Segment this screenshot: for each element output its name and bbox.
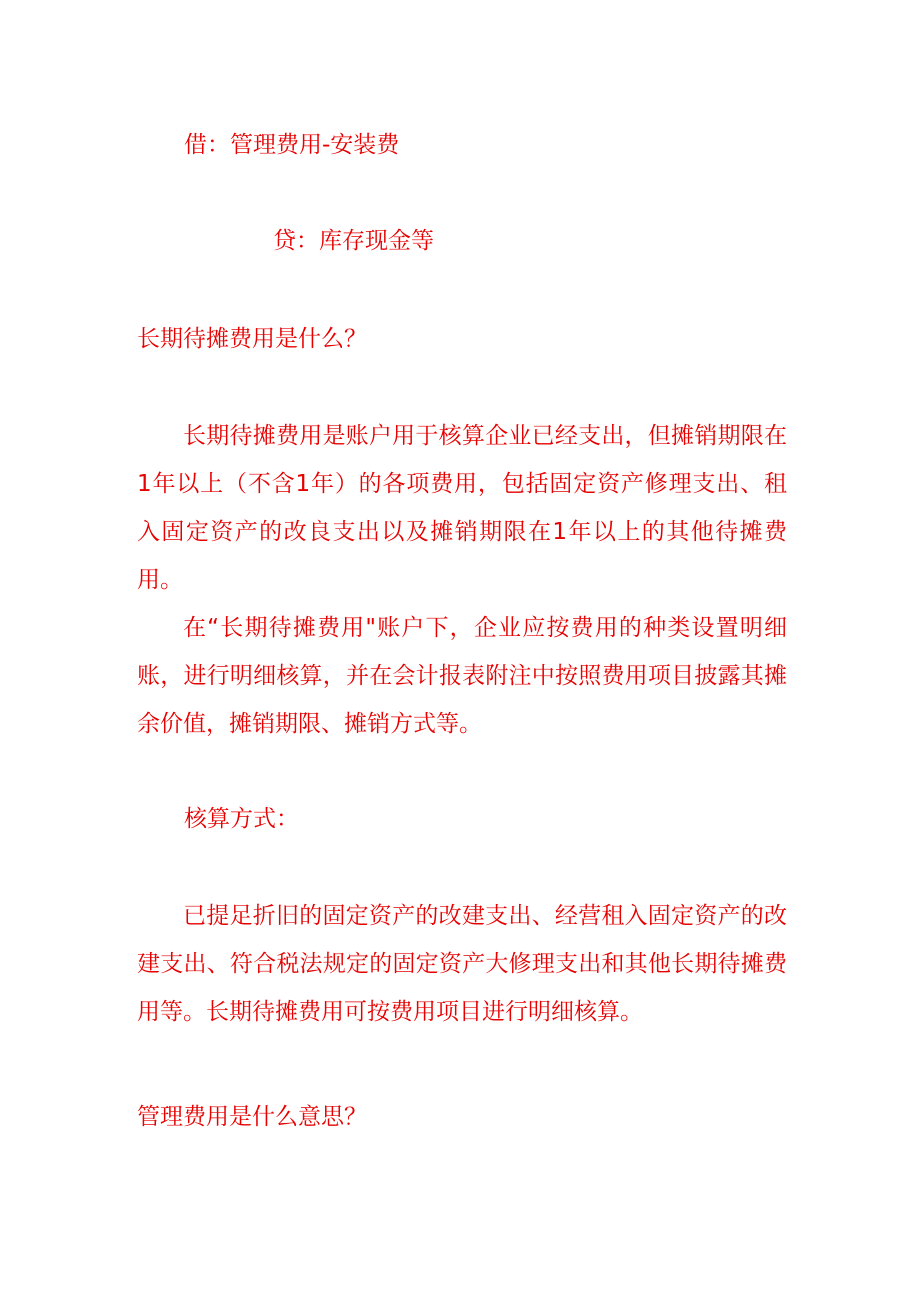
journal-credit-line: 贷：库存现金等: [273, 228, 434, 254]
section-heading-long-term-prepaid: 长期待摊费用是什么？: [137, 326, 367, 352]
paragraph-detail-accounts: 在“长期待摊费用"账户下，企业应按费用的种类设置明细账，进行明细核算，并在会计报表附注中按照费用项目披露其摊余价值，摊销期限、摊销方式等。: [137, 615, 787, 737]
journal-debit-line: 借：管理费用-安装费: [184, 132, 400, 158]
paragraph-accounting-method: 已提足折旧的固定资产的改建支出、经营租入固定资产的改建支出、符合税法规定的固定资产大修理支出和其他长期待摊费用等。长期待摊费用可按费用项目进行明细核算。: [137, 903, 787, 1025]
section-heading-management-expenses: 管理费用是什么意思？: [137, 1104, 367, 1130]
paragraph-definition: 长期待摊费用是账户用于核算企业已经支出，但摊销期限在1年以上（不含1年）的各项费用，包括固定资产修理支出、租入固定资产的改良支出以及摊销期限在1年以上的其他待摊费用。: [137, 423, 787, 593]
subheading-accounting-method: 核算方式：: [184, 806, 299, 832]
